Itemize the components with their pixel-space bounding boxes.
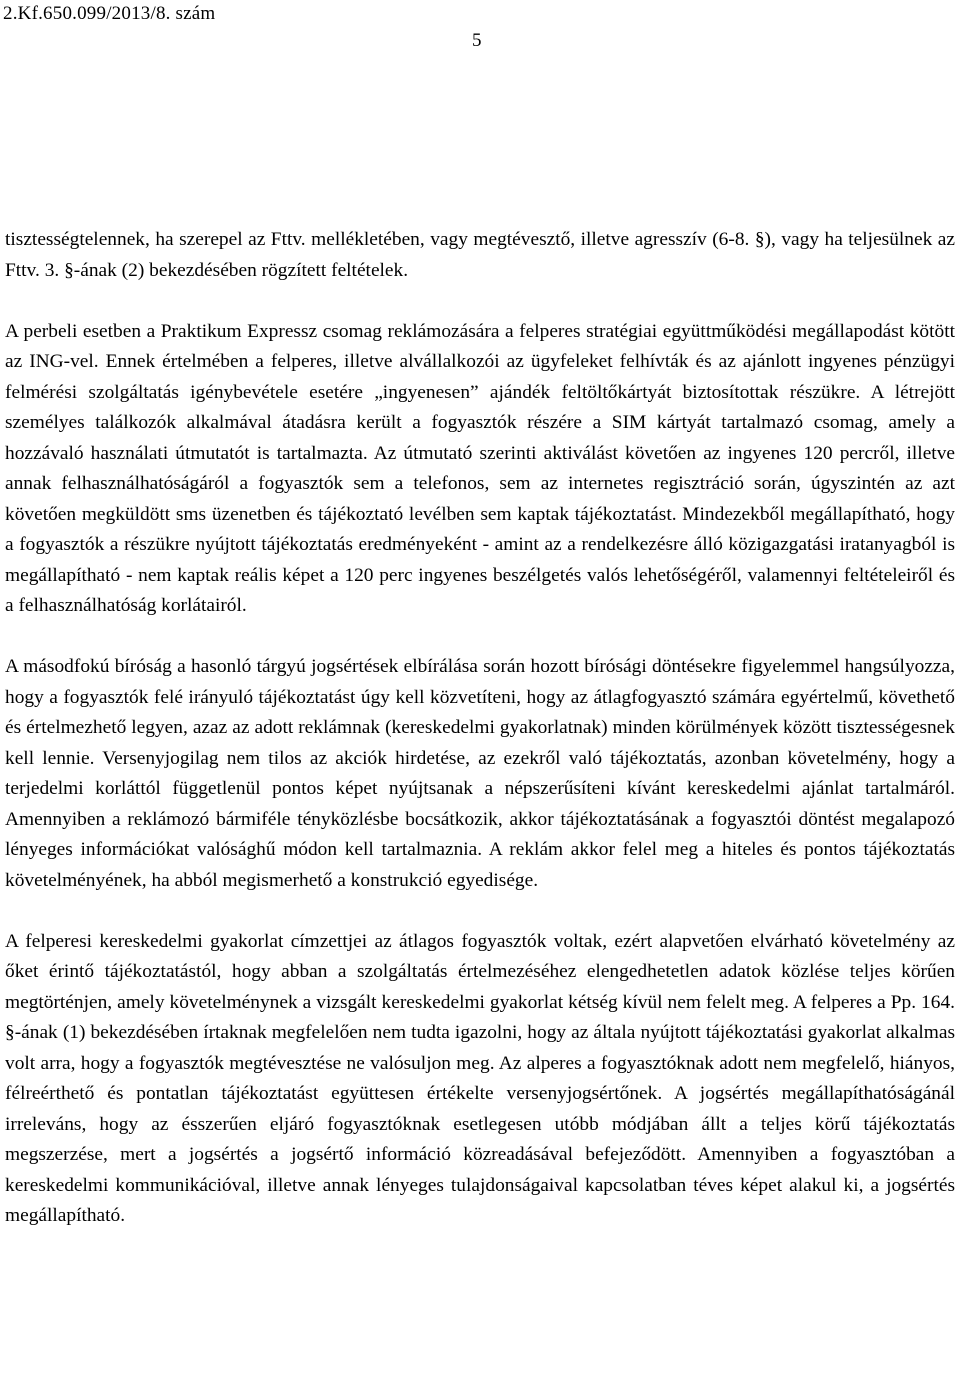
paragraph-case-facts: A perbeli esetben a Praktikum Expressz csomag reklámozására a felperes stratégiai együttműködési megállapodást kötött az ING-vel. Ennek értelmében a felperes, illetve alvállalkozói az ügyfeleket felhívták és az ajánlott ingyenes pénzügyi felmérési szolgáltatás igénybevétele esetére „ingyenesen” ajándék feltöltőkártyát biztosítottak részükre. A létrejött személyes találkozók alkalmával átadásra került a fogyasztók részére a SIM kártyát tartalmazó csomag, amely a hozzávaló használati útmutatót is tartalmazta. Az útmutató szerinti aktiválást követően az ingyenes 120 percről, illetve annak felhasználhatóságáról a fogyasztók sem a telefonos, sem az internetes regisztráció során, úgyszintén az azt követően megküldött sms üzenetben és tájékoztató levélben sem kaptak tájékoztatást. Mindezekből megállapítható, hogy a fogyasztók a részükre nyújtott tájékoztatás eredményeként - amint az a rendelkezésre álló közigazgatási iratanyagból is megállapítható - nem kaptak reális képet a 120 perc ingyenes beszélgetés valós lehetőségéről, valamennyi feltételeiről és a felhasználhatóság korlátairól. bbox=[5, 320, 955, 616]
paragraph-court-reasoning: A másodfokú bíróság a hasonló tárgyú jogsértések elbírálása során hozott bírósági döntésekre figyelemmel hangsúlyozza, hogy a fogyasztók felé irányuló tájékoztatást úgy kell közvetíteni, hogy az átlagfogyasztó számára egyértelmű, követhető és értelmezhető legyen, azaz az adott reklámnak (kereskedelmi gyakorlatnak) minden körülmények között tisztességesnek kell lennie. Versenyjogilag nem tilos az akciók hirdetése, az ezekről való tájékoztatás, azonban követelmény, hogy a terjedelmi korláttól függetlenül pontos képet nyújtsanak a népszerűsíteni kívánt kereskedelmi ajánlat tartalmáról. Amennyiben a reklámozó bármiféle tényközlésbe bocsátkozik, akkor tájékoztatásának a fogyasztói döntést megalapozó lényeges információkat valósághű módon kell tartalmaznia. A reklám akkor felel meg a hiteles és pontos tájékoztatás követelményének, ha abból megismerhető a konstrukció egyedisége. bbox=[5, 656, 955, 891]
paragraph-conclusion: A felperesi kereskedelmi gyakorlat címzettjei az átlagos fogyasztók voltak, ezért alapvetően elvárható követelmény az őket érintő tájékoztatástól, hogy abban a szolgáltatás értelmezéséhez elengedhetetlen adatok közlése teljes körűen megtörténjen, amely követelménynek a vizsgált kereskedelmi gyakorlat kétség kívül nem felelt meg. A felperes a Pp. 164. §-ának (1) bekezdésében írtaknak megfelelően nem tudta igazolni, hogy az általa nyújtott tájékoztatási gyakorlat alkalmas volt arra, hogy a fogyasztók megtévesztése ne valósuljon meg. Az alperes a fogyasztóknak adott nem megfelelő, hiányos, félreérthető és pontatlan tájékoztatást együttesen értékelte versenyjogsértőnek. A jogsértés megállapíthatóságánál irreleváns, hogy az ésszerűen eljáró fogyasztóknak esetlegesen utóbb módjában állt a teljes körű tájékoztatás megszerzése, mert a jogsértés a jogsértő információ közreadásával befejeződött. Amennyiben a fogyasztóban a kereskedelmi kommunikációval, illetve annak lényeges tulajdonságaival kapcsolatban téves képet alakul ki, a jogsértés megállapítható. bbox=[5, 930, 955, 1226]
page-number: 5 bbox=[472, 30, 482, 51]
document-body bbox=[5, 225, 955, 1232]
paragraph-continuation: tisztességtelennek, ha szerepel az Fttv. mellékletében, vagy megtévesztő, illetve agresszív (6-8. §), vagy ha teljesülnek az Fttv. 3. §-ának (2) bekezdésében rögzített feltételek. bbox=[5, 229, 955, 281]
document-reference: 2.Kf.650.099/2013/8. szám bbox=[3, 3, 216, 24]
